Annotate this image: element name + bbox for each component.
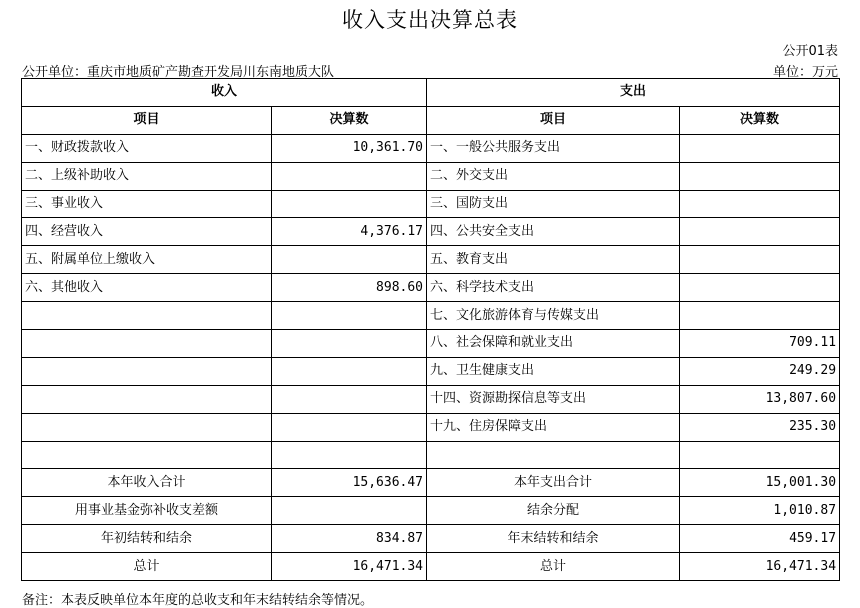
income-amount (272, 330, 427, 358)
expense-amount: 709.11 (680, 330, 840, 358)
income-amount (272, 357, 427, 385)
income-total-label: 总计 (22, 553, 272, 581)
total-row (22, 553, 840, 581)
expense-item: 二、外交支出 (427, 162, 680, 190)
expense-item: 一、一般公共服务支出 (427, 134, 680, 162)
income-item (22, 330, 272, 358)
table-number: 公开01表 (782, 44, 838, 59)
expense-item-header: 项目 (427, 106, 680, 134)
income-amount (272, 302, 427, 330)
income-summary-item: 年初结转和结余 (22, 525, 272, 553)
table-row (22, 274, 840, 302)
income-total-amount: 16,471.34 (272, 553, 427, 581)
expense-item: 七、文化旅游体育与传媒支出 (427, 302, 680, 330)
income-amount (272, 162, 427, 190)
expense-item: 四、公共安全支出 (427, 218, 680, 246)
unit-label: 单位：万元 (772, 65, 838, 80)
income-item (22, 302, 272, 330)
expense-summary-item: 本年支出合计 (427, 469, 680, 497)
expense-summary-item: 结余分配 (427, 497, 680, 525)
table-row (22, 190, 840, 218)
summary-row (22, 525, 840, 553)
income-item-header: 项目 (22, 106, 272, 134)
expense-amount (680, 246, 840, 274)
expense-amount (680, 162, 840, 190)
expense-amount: 13,807.60 (680, 385, 840, 413)
income-item (22, 441, 272, 469)
table-row (22, 330, 840, 358)
expense-item: 十九、住房保障支出 (427, 413, 680, 441)
income-amount (272, 246, 427, 274)
expense-header: 支出 (427, 79, 840, 107)
expense-item: 九、卫生健康支出 (427, 357, 680, 385)
table-row (22, 385, 840, 413)
expense-summary-amount: 15,001.30 (680, 469, 840, 497)
income-amount: 898.60 (272, 274, 427, 302)
income-amount-header: 决算数 (272, 106, 427, 134)
income-item: 一、财政拨款收入 (22, 134, 272, 162)
section-header-row (22, 79, 840, 107)
income-amount (272, 190, 427, 218)
table-row (22, 357, 840, 385)
expense-amount (680, 274, 840, 302)
table-row (22, 162, 840, 190)
table-row (22, 246, 840, 274)
expense-total-amount: 16,471.34 (680, 553, 840, 581)
income-summary-item: 本年收入合计 (22, 469, 272, 497)
expense-amount: 249.29 (680, 357, 840, 385)
income-amount (272, 413, 427, 441)
income-summary-amount: 15,636.47 (272, 469, 427, 497)
expense-total-label: 总计 (427, 553, 680, 581)
expense-item: 三、国防支出 (427, 190, 680, 218)
income-item: 六、其他收入 (22, 274, 272, 302)
income-item: 四、经营收入 (22, 218, 272, 246)
expense-amount (680, 218, 840, 246)
income-expense-table (21, 78, 840, 581)
table-row (22, 441, 840, 469)
expense-item: 六、科学技术支出 (427, 274, 680, 302)
income-amount (272, 441, 427, 469)
expense-summary-amount: 459.17 (680, 525, 840, 553)
income-item (22, 385, 272, 413)
income-summary-amount (272, 497, 427, 525)
organization-label: 公开单位：重庆市地质矿产勘查开发局川东南地质大队 (22, 65, 335, 80)
expense-item (427, 441, 680, 469)
expense-amount (680, 302, 840, 330)
expense-summary-item: 年末结转和结余 (427, 525, 680, 553)
income-item (22, 357, 272, 385)
column-header-row (22, 106, 840, 134)
expense-amount (680, 441, 840, 469)
summary-row (22, 497, 840, 525)
income-item: 三、事业收入 (22, 190, 272, 218)
income-item: 二、上级补助收入 (22, 162, 272, 190)
income-item (22, 413, 272, 441)
expense-item: 八、社会保障和就业支出 (427, 330, 680, 358)
income-summary-amount: 834.87 (272, 525, 427, 553)
table-row (22, 134, 840, 162)
table-row (22, 218, 840, 246)
table-row (22, 302, 840, 330)
income-header: 收入 (22, 79, 427, 107)
summary-row (22, 469, 840, 497)
income-amount (272, 385, 427, 413)
footnote: 备注：本表反映单位本年度的总收支和年末结转结余等情况。 (22, 593, 374, 608)
table-row (22, 413, 840, 441)
income-item: 五、附属单位上缴收入 (22, 246, 272, 274)
income-summary-item: 用事业基金弥补收支差额 (22, 497, 272, 525)
expense-amount-header: 决算数 (680, 106, 840, 134)
expense-summary-amount: 1,010.87 (680, 497, 840, 525)
page-title: 收入支出决算总表 (342, 8, 518, 32)
expense-amount (680, 134, 840, 162)
expense-item: 十四、资源勘探信息等支出 (427, 385, 680, 413)
expense-amount: 235.30 (680, 413, 840, 441)
expense-item: 五、教育支出 (427, 246, 680, 274)
expense-amount (680, 190, 840, 218)
income-amount: 4,376.17 (272, 218, 427, 246)
income-amount: 10,361.70 (272, 134, 427, 162)
